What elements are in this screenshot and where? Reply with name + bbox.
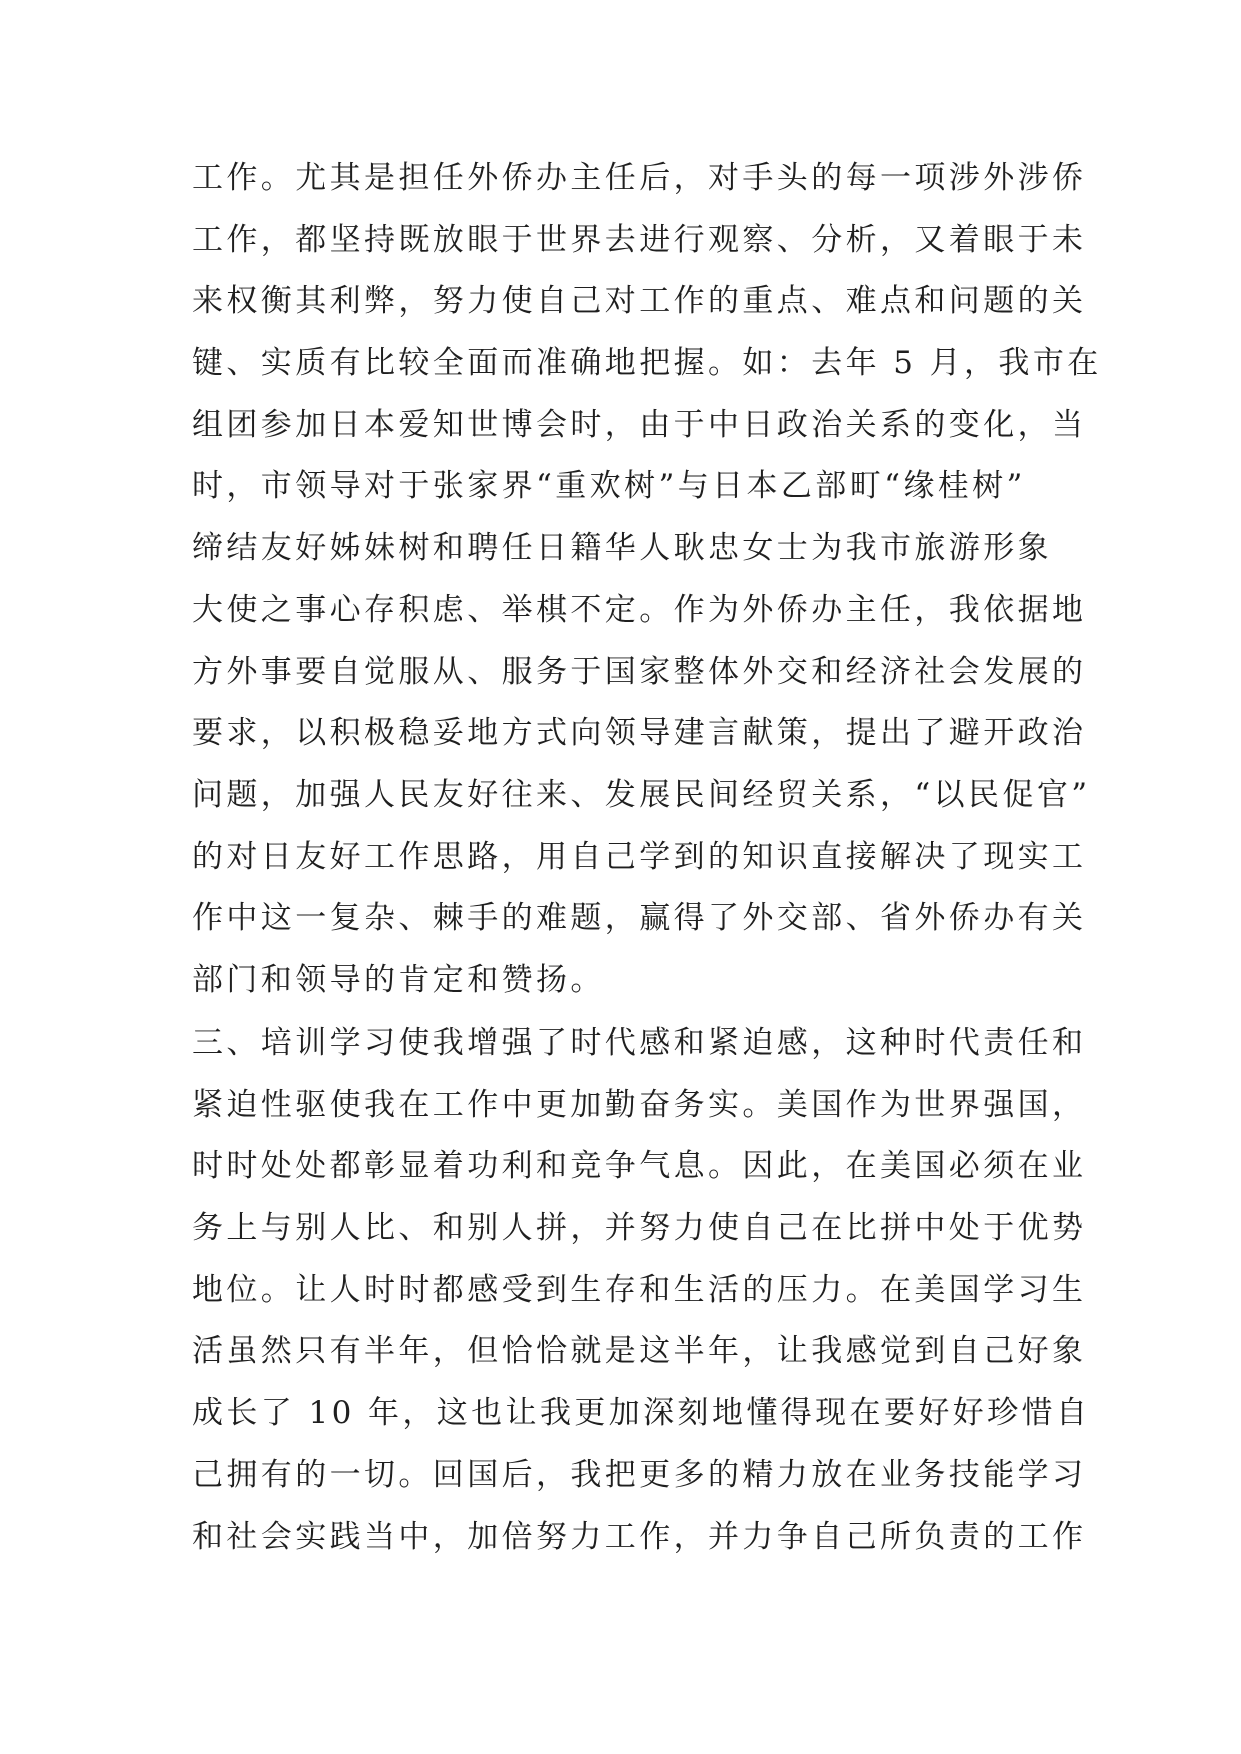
text-line: 方外事要自觉服从、服务于国家整体外交和经济社会发展的: [192, 653, 1087, 690]
text-line: 活虽然只有半年，但恰恰就是这半年，让我感觉到自己好象: [192, 1333, 1087, 1370]
text-line: 要求，以积极稳妥地方式向领导建言献策，提出了避开政治: [192, 715, 1087, 752]
text-line: 务上与别人比、和别人拼，并努力使自己在比拼中处于优势: [192, 1210, 1087, 1247]
paragraph-2: [192, 1013, 1091, 1568]
text-line: 三、培训学习使我增强了时代感和紧迫感，这种时代责任和: [192, 1025, 1087, 1061]
text-line: 键、实质有比较全面而准确地把握。如：去年 5 月，我市在: [192, 345, 1102, 382]
text-line: 缔结友好姊妹树和聘任日籍华人耿忠女士为我市旅游形象: [192, 530, 1052, 567]
text-line: 己拥有的一切。回国后，我把更多的精力放在业务技能学习: [192, 1456, 1087, 1493]
text-line: 问题，加强人民友好往来、发展民间经贸关系，“以民促官”: [192, 776, 1091, 813]
text-line: 大使之事心存积虑、举棋不定。作为外侨办主任，我依据地: [192, 591, 1087, 628]
text-line: 来权衡其利弊，努力使自己对工作的重点、难点和问题的关: [192, 283, 1087, 320]
text-line: 时，市领导对于张家界“重欢树”与日本乙部町“缘桂树”: [192, 468, 1026, 505]
text-line: 地位。让人时时都感受到生存和生活的压力。在美国学习生: [192, 1271, 1087, 1308]
text-line: 和社会实践当中，加倍努力工作，并力争自己所负责的工作: [192, 1518, 1087, 1555]
text-line: 部门和领导的肯定和赞扬。: [192, 961, 605, 998]
text-line: 工作，都坚持既放眼于世界去进行观察、分析，又着眼于未: [192, 221, 1087, 258]
text-line: 组团参加日本爱知世博会时，由于中日政治关系的变化，当: [192, 406, 1087, 443]
text-line: 的对日友好工作思路，用自己学到的知识直接解决了现实工: [192, 838, 1087, 875]
text-line: 时时处处都彰显着功利和竞争气息。因此，在美国必须在业: [192, 1148, 1087, 1185]
text-line: 成长了 10 年，这也让我更加深刻地懂得现在要好好珍惜自: [192, 1395, 1091, 1432]
text-line: 作中这一复杂、棘手的难题，赢得了外交部、省外侨办有关: [192, 900, 1087, 937]
text-line: 紧迫性驱使我在工作中更加勤奋务实。美国作为世界强国，: [192, 1086, 1087, 1123]
text-line: 工作。尤其是担任外侨办主任后，对手头的每一项涉外涉侨: [192, 160, 1087, 196]
paragraph-1: [192, 148, 1102, 1012]
